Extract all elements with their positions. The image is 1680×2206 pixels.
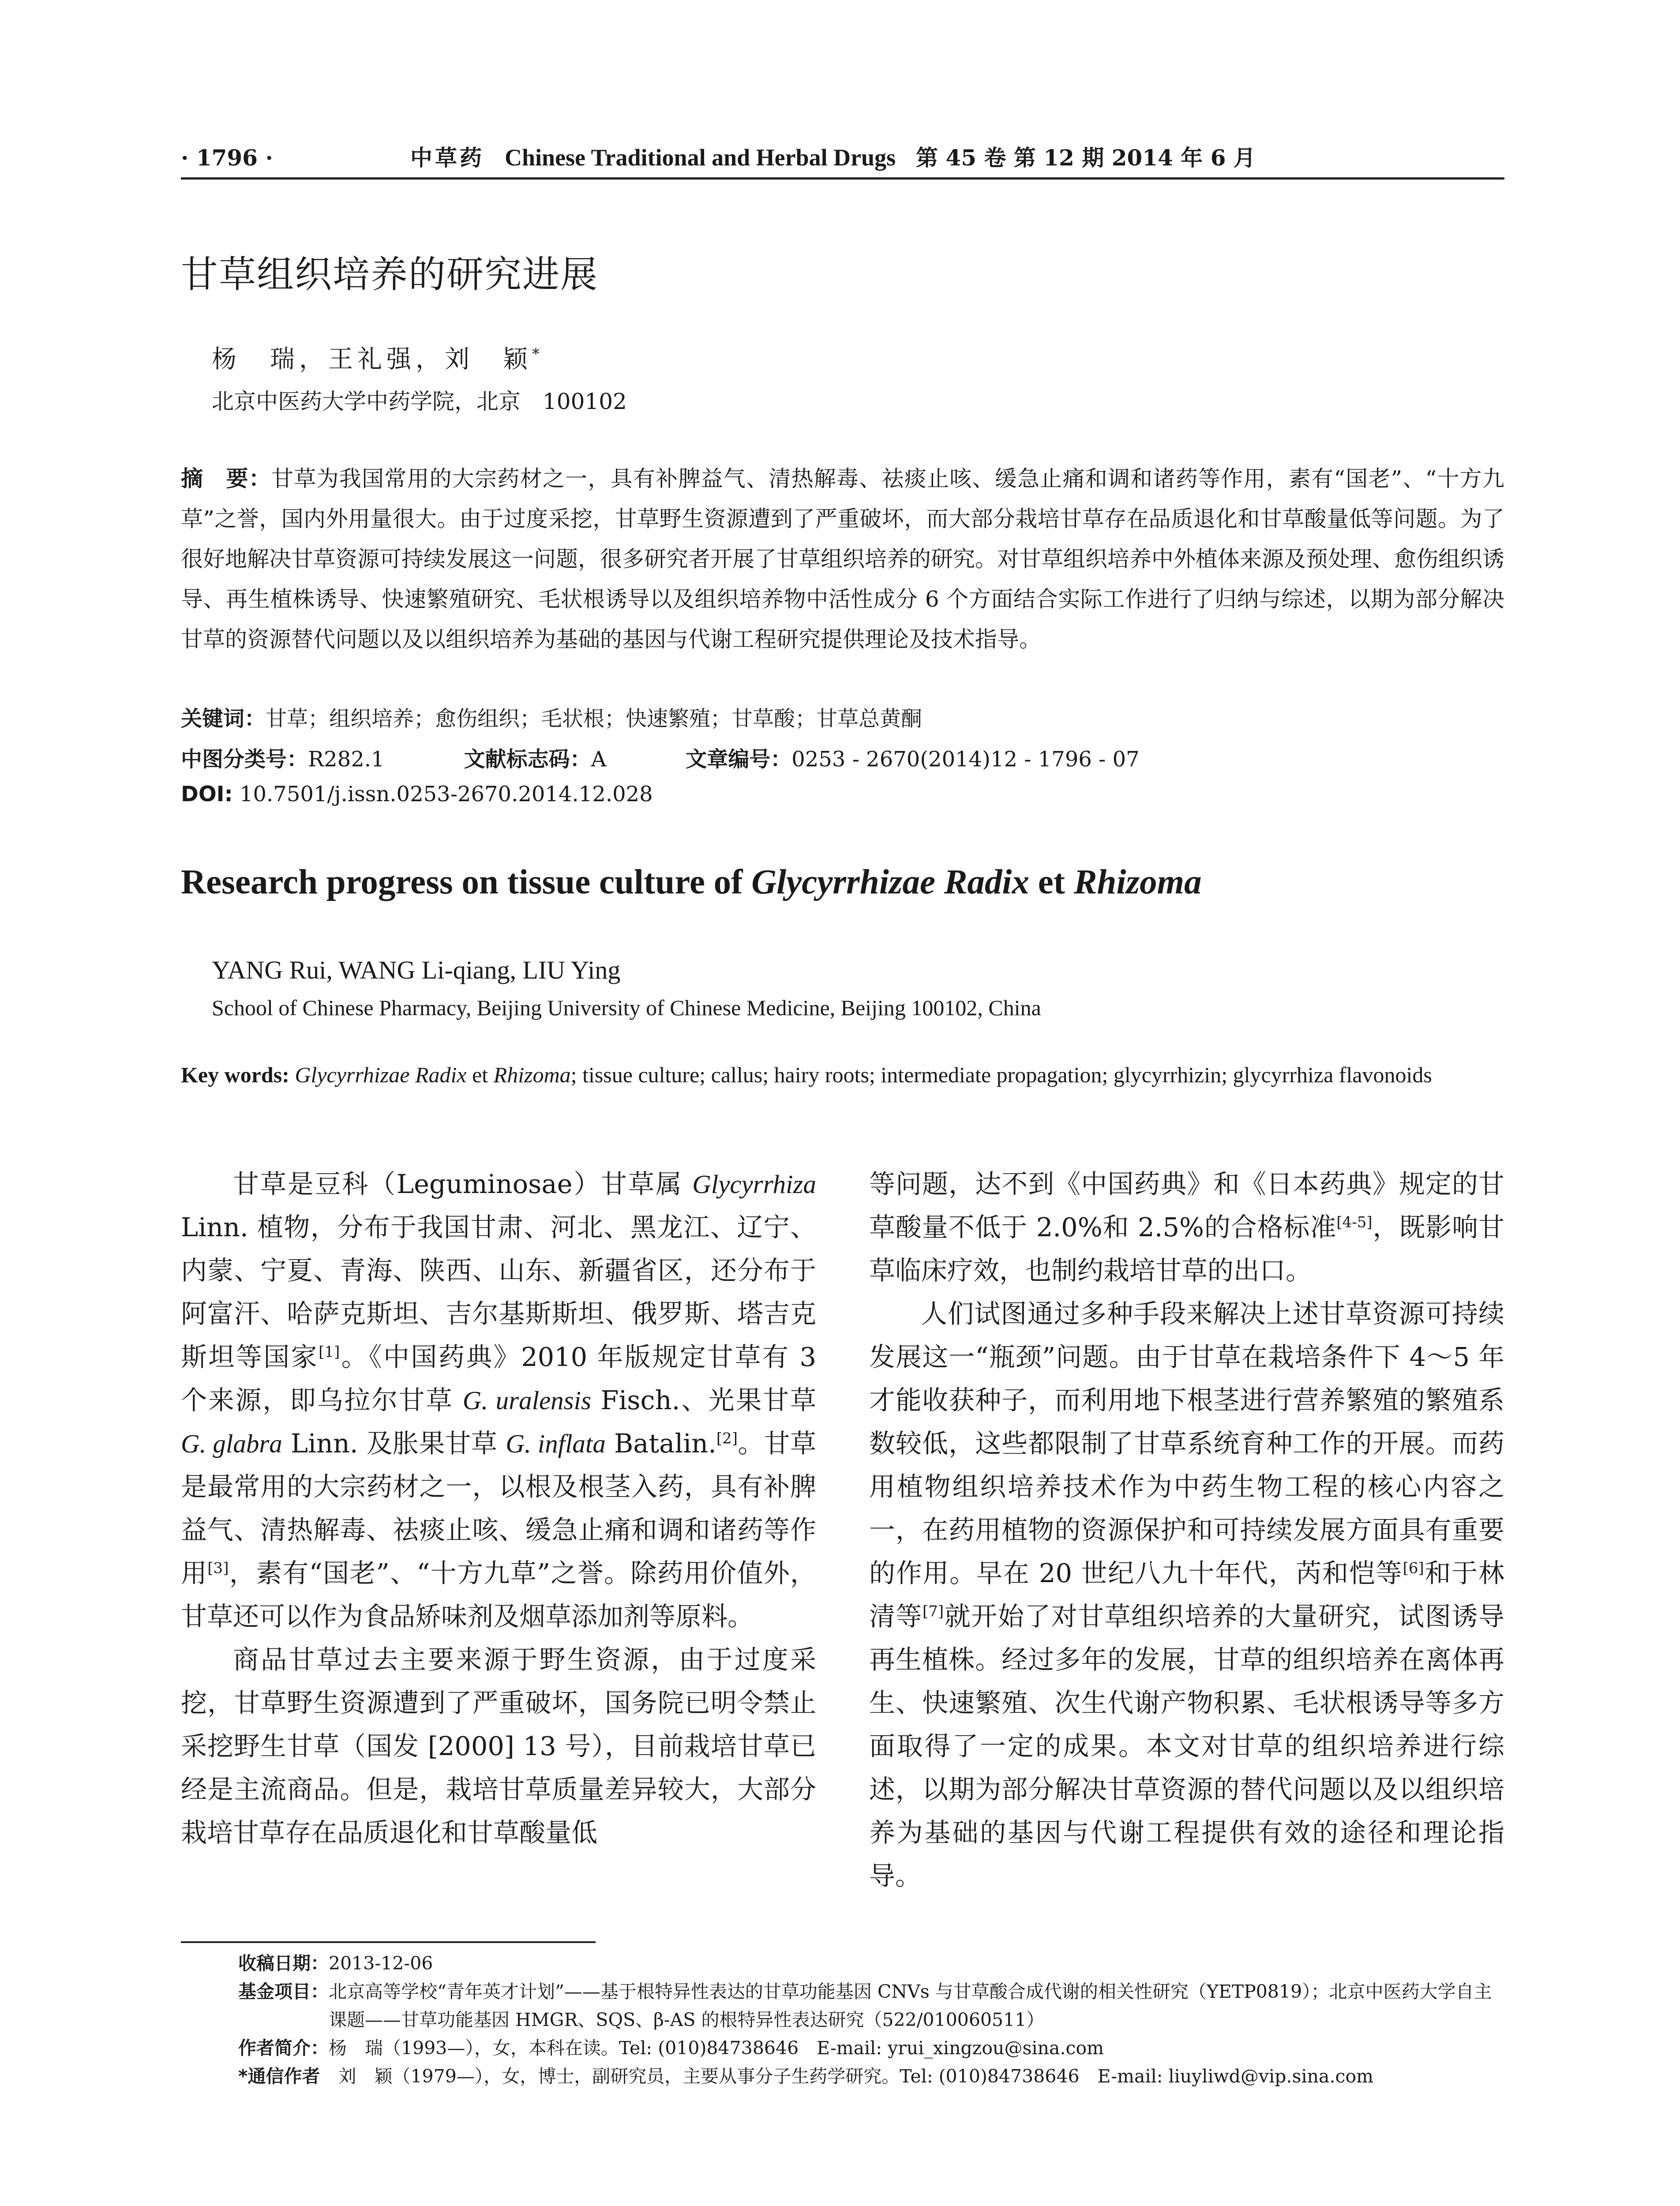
body-column-left	[181, 1163, 816, 1854]
text-run: Linn. 植物，分布于我国甘肃、河北、黑龙江、辽宁、内蒙、宁夏、青海、陕西、山东、新疆省区，还分布于阿富汗、哈萨克斯坦、吉尔基斯斯坦、俄罗斯、塔吉克斯坦等国家	[181, 1212, 816, 1372]
corresponding-mark: *	[532, 345, 540, 363]
abstract-text: 甘草为我国常用的大宗药材之一，具有补脾益气、清热解毒、祛痰止咳、缓急止痛和调和诸药等作用，素有“国老”、“十方九草”之誉，国内外用量很大。由于过度采挖，甘草野生资源遭到了严重破坏，而大部分栽培甘草存在品质退化和甘草酸量低等问题。为了很好地解决甘草资源可持续发展这一问题，很多研究者开展了甘草组织培养的研究。对甘草组织培养中外植体来源及预处理、愈伤组织诱导、再生植株诱导、快速繁殖研究、毛状根诱导以及组织培养物中活性成分 6 个方面结合实际工作进行了归纳与综述，以期为部分解决甘草的资源替代问题以及以组织培养为基础的基因与代谢工程研究提供理论及技术指导。	[181, 466, 1505, 652]
title-en-part: et	[1029, 863, 1074, 901]
text-run: ，素有“国老”、“十方九草”之誉。除药用价值外，甘草还可以作为食品矫味剂及烟草添加剂等原料。	[181, 1558, 816, 1632]
authors-en: YANG Rui, WANG Li-qiang, LIU Ying	[212, 956, 621, 984]
citation-ref: [4-5]	[1336, 1213, 1372, 1231]
keyword-italic: Rhizoma	[493, 1062, 571, 1087]
affiliation-cn: 北京中医药大学中药学院，北京 100102	[212, 389, 627, 414]
text-run: 。《中国药典》2010 年版规定甘草有 3 个来源，即乌拉尔甘草	[181, 1342, 816, 1415]
keywords-en-label: Key words:	[181, 1062, 289, 1087]
text-run: Fisch.、光果甘草	[591, 1385, 816, 1415]
keyword-text: et	[466, 1062, 494, 1087]
body-paragraph	[181, 1163, 816, 1638]
footnote-label: 基金项目：	[238, 1981, 329, 2002]
footnote-corresponding	[238, 2062, 1509, 2090]
footnote-text: 北京高等学校“青年英才计划”——基于根特异性表达的甘草功能基因 CNVs 与甘草酸合成代谢的相关性研究（YETP0819）；北京中医药大学自主课题——甘草功能基因 HMGR、SQS、β-AS 的根特异性表达研究（522/010060511）	[329, 1981, 1492, 2030]
doc-code-value: A	[591, 747, 607, 772]
keywords-en	[181, 1054, 1504, 1095]
article-title-cn: 甘草组织培养的研究进展	[181, 253, 599, 296]
footnote-text: 2013-12-06	[329, 1953, 433, 1974]
page-number: · 1796 ·	[181, 145, 273, 171]
doi-line	[181, 782, 653, 807]
text-run: 甘草是豆科（Leguminosae）甘草属	[233, 1169, 693, 1199]
citation-ref: [6]	[1402, 1559, 1424, 1577]
text-run: 等问题，达不到《中国药典》和《日本药典》规定的甘草酸量不低于 2.0%和 2.5%的合格标准	[869, 1169, 1504, 1242]
journal-name-cn: 中草药	[410, 145, 484, 171]
abstract-label: 摘 要：	[181, 466, 271, 491]
issue-info: 第 45 卷 第 12 期 2014 年 6 月	[916, 145, 1256, 171]
citation-ref: [2]	[716, 1429, 738, 1448]
article-number-label: 文章编号：	[686, 747, 792, 772]
doi-value: 10.7501/j.issn.0253-2670.2014.12.028	[232, 782, 653, 807]
citation-ref: [3]	[207, 1559, 229, 1577]
footnote-label: *通信作者	[238, 2066, 338, 2087]
genus-name: Glycyrrhiza	[692, 1170, 816, 1199]
citation-ref: [7]	[922, 1602, 944, 1621]
footnote-author	[238, 2034, 1509, 2062]
article-number-value: 0253 - 2670(2014)12 - 1796 - 07	[791, 747, 1140, 772]
title-en-italic: Glycyrrhizae Radix	[751, 863, 1029, 901]
abstract-cn	[181, 459, 1504, 660]
footnote-text: 杨 瑞（1993—），女，本科在读。Tel: (010)84738646 E-mail: yrui_xingzou@sina.com	[329, 2037, 1104, 2059]
text-run: ，既影响甘草临床疗效，也制约栽培甘草的出口。	[869, 1212, 1504, 1286]
journal-name-en: Chinese Traditional and Herbal Drugs	[505, 144, 896, 171]
footnote-label: 作者简介：	[238, 2037, 329, 2059]
authors-cn-names: 杨 瑞，王礼强，刘 颖	[212, 345, 532, 374]
keywords-cn	[181, 702, 922, 732]
text-run: Batalin.	[605, 1428, 716, 1459]
clc-value: R282.1	[308, 747, 385, 772]
footnote-text: 刘 颖（1979—），女，博士，副研究员，主要从事分子生药学研究。Tel: (010)84738646 E-mail: liuyliwd@vip.sina.com	[338, 2066, 1374, 2087]
footnote-funding	[238, 1977, 1509, 2034]
title-en-italic: Rhizoma	[1073, 863, 1202, 901]
text-run: 就开始了对甘草组织培养的大量研究，试图诱导再生植株。经过多年的发展，甘草的组织培养在离体再生、快速繁殖、次生代谢产物积累、毛状根诱导等多方面取得了一定的成果。本文对甘草的组织培养进行综述，以期为部分解决甘草资源的替代问题以及以组织培养为基础的基因与代谢工程提供有效的途径和理论指导。	[869, 1601, 1504, 1891]
title-en-part: Research progress on tissue culture of	[181, 863, 752, 901]
footnote-received	[238, 1949, 1509, 1977]
keywords-cn-label: 关键词：	[181, 706, 266, 731]
keyword-text: ; tissue culture; callus; hairy roots; intermediate propagation; glycyrrhizin; glycyrrhiza flavonoids	[570, 1062, 1432, 1087]
text-run: 。甘草是最常用的大宗药材之一，以根及根茎入药，具有补脾益气、清热解毒、祛痰止咳、缓急止痛和调和诸药等作用	[181, 1428, 816, 1588]
header-rule	[181, 177, 1504, 180]
body-column-right	[869, 1163, 1504, 1898]
doi-label: DOI:	[181, 782, 233, 807]
keywords-cn-text: 甘草；组织培养；愈伤组织；毛状根；快速繁殖；甘草酸；甘草总黄酮	[266, 706, 922, 731]
keyword-italic: Glycyrrhizae Radix	[289, 1062, 467, 1087]
species-name: G. inflata	[506, 1429, 606, 1458]
species-name: G. uralensis	[462, 1386, 591, 1415]
species-name: G. glabra	[181, 1429, 282, 1458]
authors-cn	[212, 340, 540, 375]
text-run: Linn. 及胀果甘草	[282, 1428, 506, 1459]
body-paragraph	[869, 1292, 1504, 1898]
body-paragraph: 商品甘草过去主要来源于野生资源，由于过度采挖，甘草野生资源遭到了严重破坏，国务院已明令禁止采挖野生甘草（国发 [2000] 13 号），目前栽培甘草已经是主流商品。但是，栽培甘草质量差异较大，大部分栽培甘草存在品质退化和甘草酸量低	[181, 1644, 816, 1848]
footnote-label: 收稿日期：	[238, 1953, 329, 1974]
article-title-en	[181, 863, 1202, 902]
clc-label: 中图分类号：	[181, 747, 308, 772]
text-run: 和于林清等	[869, 1558, 1504, 1632]
doc-code-label: 文献标志码：	[464, 747, 591, 772]
classification-line	[181, 742, 1140, 773]
running-header	[181, 140, 1504, 180]
text-run: 人们试图通过多种手段来解决上述甘草资源可持续发展这一“瓶颈”问题。由于甘草在栽培条件下 4～5 年才能收获种子，而利用地下根茎进行营养繁殖的繁殖系数较低，这些都限制了甘草系统育种工作的开展。而药用植物组织培养技术作为中药生物工程的核心内容之一，在药用植物的资源保护和可持续发展方面具有重要的作用。早在 20 世纪八九十年代，芮和恺等	[869, 1298, 1504, 1588]
body-paragraph-continued	[869, 1163, 1504, 1292]
footnotes	[238, 1949, 1509, 2090]
footnote-rule	[181, 1941, 596, 1943]
citation-ref: [1]	[319, 1343, 340, 1361]
affiliation-en: School of Chinese Pharmacy, Beijing University of Chinese Medicine, Beijing 100102, China	[212, 995, 1041, 1020]
